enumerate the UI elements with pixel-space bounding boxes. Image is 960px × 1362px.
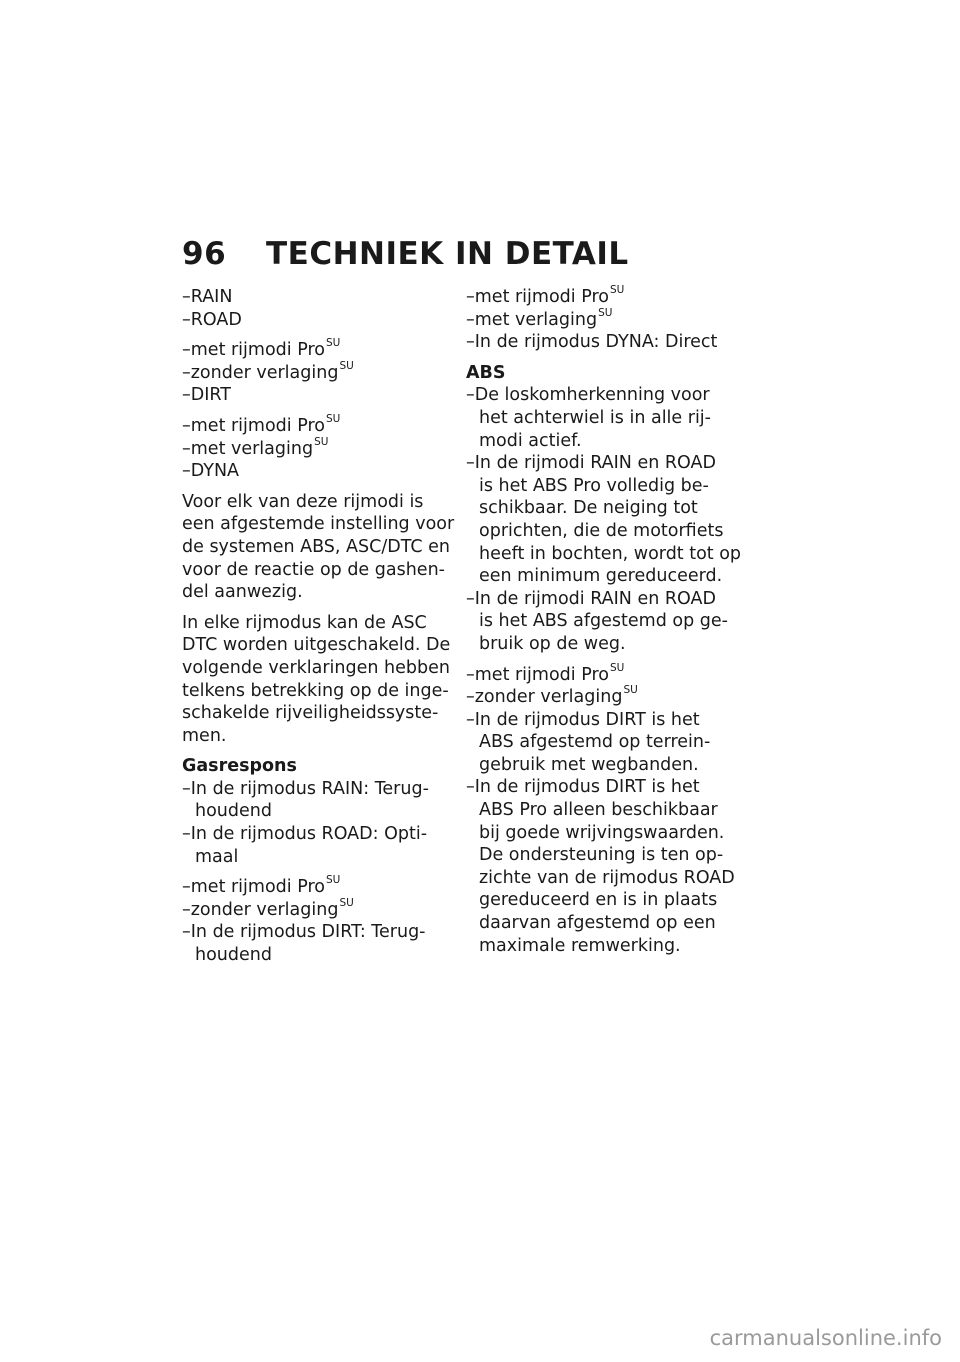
list-item: –met verlaging$^{SU}$ [466,306,613,330]
list-item: –zonder verlaging$^{SU}$ [466,684,638,708]
list-item: –DYNA [182,461,240,482]
section-heading: ABS [466,362,506,383]
list-item: –ROAD [182,309,242,330]
superscript-su: SU [314,435,329,448]
superscript-su: SU [609,661,625,674]
list-item: –In de rijmodus DIRT is het ABS afgestemd op terrein- gebruik met wegbanden. [466,709,711,775]
superscript-su: SU [339,359,354,372]
left-column [182,286,455,967]
paragraph: In elke rijmodus kan de ASC DTC worden uitgeschakeld. De volgende verklaringen hebben telkens betrekking op de inge- schakelde rijveiligheidssyste- men. [182,612,451,746]
list-item: –DIRT [182,385,231,406]
list-item: –zonder verlaging$^{SU}$ [182,359,354,383]
superscript-su: SU [325,874,341,887]
page-header [182,236,629,272]
superscript-su: SU [623,684,638,697]
paragraph: Voor elk van deze rijmodi is een afgestemde instelling voor de systemen ABS, ASC/DTC en voor de reactie op de gashen- del aanwezig. [182,491,455,603]
superscript-su: SU [325,337,341,350]
page-title: TECHNIEK IN DETAIL [266,236,629,272]
page-number: 96 [182,236,227,272]
watermark: carmanualsonline.info [709,1326,942,1350]
list-item: –In de rijmodus RAIN: Terug- houdend [182,778,429,822]
right-column [466,286,756,957]
list-item: –In de rijmodi RAIN en ROAD is het ABS Pro volledig be- schikbaar. De neiging tot oprichten, die de motorfiets heeft in bochten, wordt tot op een minimum gereduceerd. [466,453,742,587]
superscript-su: SU [325,413,341,426]
list-item: –met rijmodi Pro$^{SU}$ [466,661,625,685]
list-item: –De loskomherkenning voor het achterwiel is in alle rij- modi actief. [466,385,711,451]
section-heading: Gasrespons [182,756,297,777]
list-item: –In de rijmodi RAIN en ROAD is het ABS afgestemd op ge- bruik op de weg. [466,588,728,654]
list-item: –zonder verlaging$^{SU}$ [182,897,354,920]
list-item: –RAIN [182,287,233,307]
superscript-su: SU [598,306,613,319]
list-item: –In de rijmodus ROAD: Opti- maal [182,824,428,867]
list-item: –met rijmodi Pro$^{SU}$ [182,413,341,436]
list-item: –met verlaging$^{SU}$ [182,435,329,459]
superscript-su: SU [609,284,625,297]
list-item: –met rijmodi Pro$^{SU}$ [182,874,341,898]
list-item: –In de rijmodus DIRT is het ABS Pro alleen beschikbaar bij goede wrijvingswaarden. De ondersteuning is ten op- zichte van de rijmodus ROAD gereduceerd en is in plaats daarvan afgestemd op een maximale remwerking. [466,777,735,956]
list-item: –met rijmodi Pro$^{SU}$ [466,284,625,307]
list-item: –met rijmodi Pro$^{SU}$ [182,337,341,361]
superscript-su: SU [339,897,354,910]
list-item: –In de rijmodus DIRT: Terug- houdend [182,922,426,966]
list-item: –In de rijmodus DYNA: Direct [466,332,718,353]
